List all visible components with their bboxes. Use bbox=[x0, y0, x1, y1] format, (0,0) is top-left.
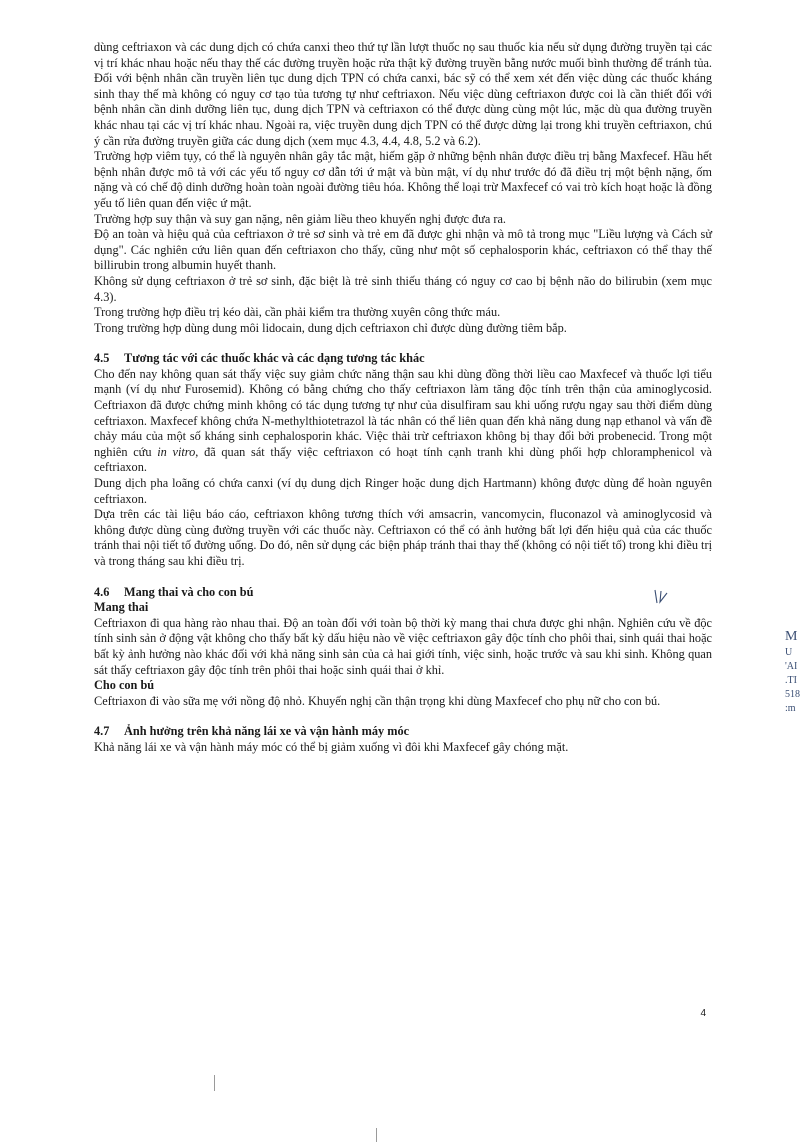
section-4-5-heading bbox=[94, 351, 712, 367]
stamp-line: 518 bbox=[785, 689, 800, 700]
stamp-line: .TI bbox=[785, 675, 797, 686]
scan-artifact bbox=[214, 1075, 215, 1091]
section-4-6-number: 4.6 bbox=[94, 584, 110, 599]
stamp-line: U bbox=[785, 647, 793, 658]
text-run: , đã quan sát thấy việc ceftriaxon có hoạt tính cạnh tranh khi dùng phối hợp chloramphenicol và ceftriaxon. bbox=[94, 444, 712, 475]
section-4-5-paragraph-3: Dựa trên các tài liệu báo cáo, ceftriaxon không tương thích với amsacrin, vancomycin, fluconazol và aminoglycosid và không được dùng cùng đường truyền với các thuốc này. Ceftriaxon có thể có ảnh hưởng bất lợi đến hiệu quả của các thuốc tránh thai nội tiết tố đường uống. Do đó, nên sử dụng các biện pháp tránh thai thay thế (không có nội tiết tố) trong khi điều trị và trong tháng sau khi điều trị. bbox=[94, 507, 712, 568]
paragraph-neonates-bilirubin: Không sử dụng ceftriaxon ở trẻ sơ sinh, đặc biệt là trẻ sinh thiếu tháng có nguy cơ cao bị bệnh não do bilirubin (xem mục 4.3). bbox=[94, 273, 712, 304]
section-4-6-paragraph-1: Ceftriaxon đi qua hàng rào nhau thai. Độ an toàn đối với toàn bộ thời kỳ mang thai chưa được ghi nhận. Nghiên cứu về độc tính sinh sản ở động vật không cho thấy bất kỳ dấu hiệu nào về việc ceftriaxon gây độc tính cho phôi thai, sinh quái thai hoặc bất kỳ ảnh hưởng nào khác đối với khả năng sinh sản của cả hai giới tính, việc sinh, hoặc trước và sau khi sinh. Không quan sát thấy ceftriaxon gây độc tính trên phôi thai hoặc sinh quái thai ở khỉ. bbox=[94, 615, 712, 677]
italic-in-vitro: in vitro bbox=[157, 444, 196, 459]
section-4-7-heading bbox=[94, 724, 712, 740]
section-4-6-heading bbox=[94, 585, 712, 601]
stamp-line: 'AI bbox=[785, 661, 798, 672]
paragraph-lidocaine: Trong trường hợp dùng dung môi lidocain, dung dịch ceftriaxon chỉ được dùng đường tiêm bắp. bbox=[94, 320, 567, 335]
section-4-7-title: Ảnh hưởng trên khả năng lái xe và vận hành máy móc bbox=[124, 724, 410, 739]
section-4-7-paragraph-1: Khả năng lái xe và vận hành máy móc có thể bị giảm xuống vì đôi khi Maxfecef gây chóng mặt. bbox=[94, 739, 569, 754]
section-4-6-paragraph-2: Ceftriaxon đi vào sữa mẹ với nồng độ nhỏ. Khuyến nghị cần thận trọng khi dùng Maxfecef cho phụ nữ cho con bú. bbox=[94, 693, 661, 708]
section-4-6-title: Mang thai và cho con bú bbox=[124, 584, 254, 599]
section-4-5-paragraph-2: Dung dịch pha loãng có chứa canxi (ví dụ dung dịch Ringer hoặc dung dịch Hartmann) không được dùng để hoàn nguyên ceftriaxon. bbox=[94, 476, 712, 506]
paragraph-tpn-calcium: dùng ceftriaxon và các dung dịch có chứa canxi theo thứ tự lần lượt thuốc nọ sau thuốc kia nếu sử dụng đường truyền tại các vị trí khác nhau hoặc nếu thay thế các đường truyền hoặc rửa thật kỹ đường truyền bằng nước muối bình thường để tránh tủa. Đối với bệnh nhân cần truyền liên tục dung dịch TPN có chứa canxi, bác sỹ có thể xem xét đến việc dùng các thuốc kháng sinh thay thế mà không có nguy cơ tạo tủa tương tự như ceftriaxon. Nếu việc dùng ceftriaxon được coi là cần thiết đối với bệnh nhân cần dinh dưỡng liên tục, dung dịch TPN và ceftriaxon có thể được dùng cùng một lúc, mặc dù qua đường truyền khác nhau tại các vị trí khác nhau. Ngoài ra, việc truyền dung dịch TPN có thể được dừng lại trong khi truyền ceftriaxon, chú ý cần rửa đường truyền giữa các dung dịch (xem mục 4.3, 4.4, 4.8, 5.2 và 6.2). bbox=[94, 40, 712, 148]
section-4-7-number: 4.7 bbox=[94, 724, 110, 739]
page-number: 4 bbox=[700, 1008, 706, 1019]
pen-mark-icon bbox=[652, 588, 670, 606]
paragraph-blood-count: Trong trường hợp điều trị kéo dài, cần phải kiểm tra thường xuyên công thức máu. bbox=[94, 305, 501, 320]
section-4-5-title: Tương tác với các thuốc khác và các dạng tương tác khác bbox=[124, 351, 425, 366]
paragraph-neonates-safety: Độ an toàn và hiệu quả của ceftriaxon ở trẻ sơ sinh và trẻ em đã được ghi nhận và mô tả trong mục "Liều lượng và Cách sử dụng". Các nghiên cứu liên quan đến ceftriaxon cho thấy, cũng như một số cephalosporin khác, ceftriaxon có thể thay thế billirubin trong albumin huyết thanh. bbox=[94, 227, 712, 273]
document-page bbox=[94, 40, 712, 756]
scan-artifact bbox=[376, 1128, 377, 1142]
paragraph-pancreatitis: Trường hợp viêm tụy, có thể là nguyên nhân gây tắc mật, hiếm gặp ở những bệnh nhân được điều trị bằng Maxfecef. Hầu hết bệnh nhân được mô tả với các yếu tố nguy cơ dẫn tới ứ mật và bùn mật, ví dụ như trước đó đã điều trị một bệnh nặng, ốm nặng và có chế độ dinh dưỡng hoàn toàn ngoài đường tiêu hóa. Không thể loại trừ Maxfecef có vai trò kích hoạt hoặc là đồng yếu tố liên quan đến việc ứ mật. bbox=[94, 149, 712, 210]
stamp-line: M bbox=[785, 629, 798, 644]
subheading-pregnancy: Mang thai bbox=[94, 600, 149, 615]
subheading-breastfeeding: Cho con bú bbox=[94, 678, 155, 693]
stamp-line: :m bbox=[785, 703, 796, 714]
section-4-5-number: 4.5 bbox=[94, 351, 110, 366]
section-4-5-paragraph-1 bbox=[94, 367, 712, 476]
paragraph-renal-hepatic: Trường hợp suy thận và suy gan nặng, nên giảm liều theo khuyến nghị được đưa ra. bbox=[94, 211, 506, 226]
text-run: Cho đến nay không quan sát thấy việc suy giảm chức năng thận sau khi dùng đồng thời liều cao Maxfecef và thuốc lợi tiểu mạnh (ví dụ như Furosemid). Không có bằng chứng cho thấy ceftriaxon làm tăng độc tính trên thận của aminoglycosid. Ceftriaxon đã được chứng minh không có tác dụng tương tự như của disulfiram sau khi uống rượu ngay sau thời điểm dùng ceftriaxon. Maxfecef không chứa N-methylthiotetrazol là tác nhân có thể liên quan đến khả năng dung nạp ethanol và vấn đề chảy máu của một số kháng sinh cephalosporin khác. Việc thải trừ ceftriaxon không bị thay đổi bởi probenecid. Trong một nghiên cứu bbox=[94, 366, 712, 459]
stamp-fragment bbox=[785, 628, 800, 716]
